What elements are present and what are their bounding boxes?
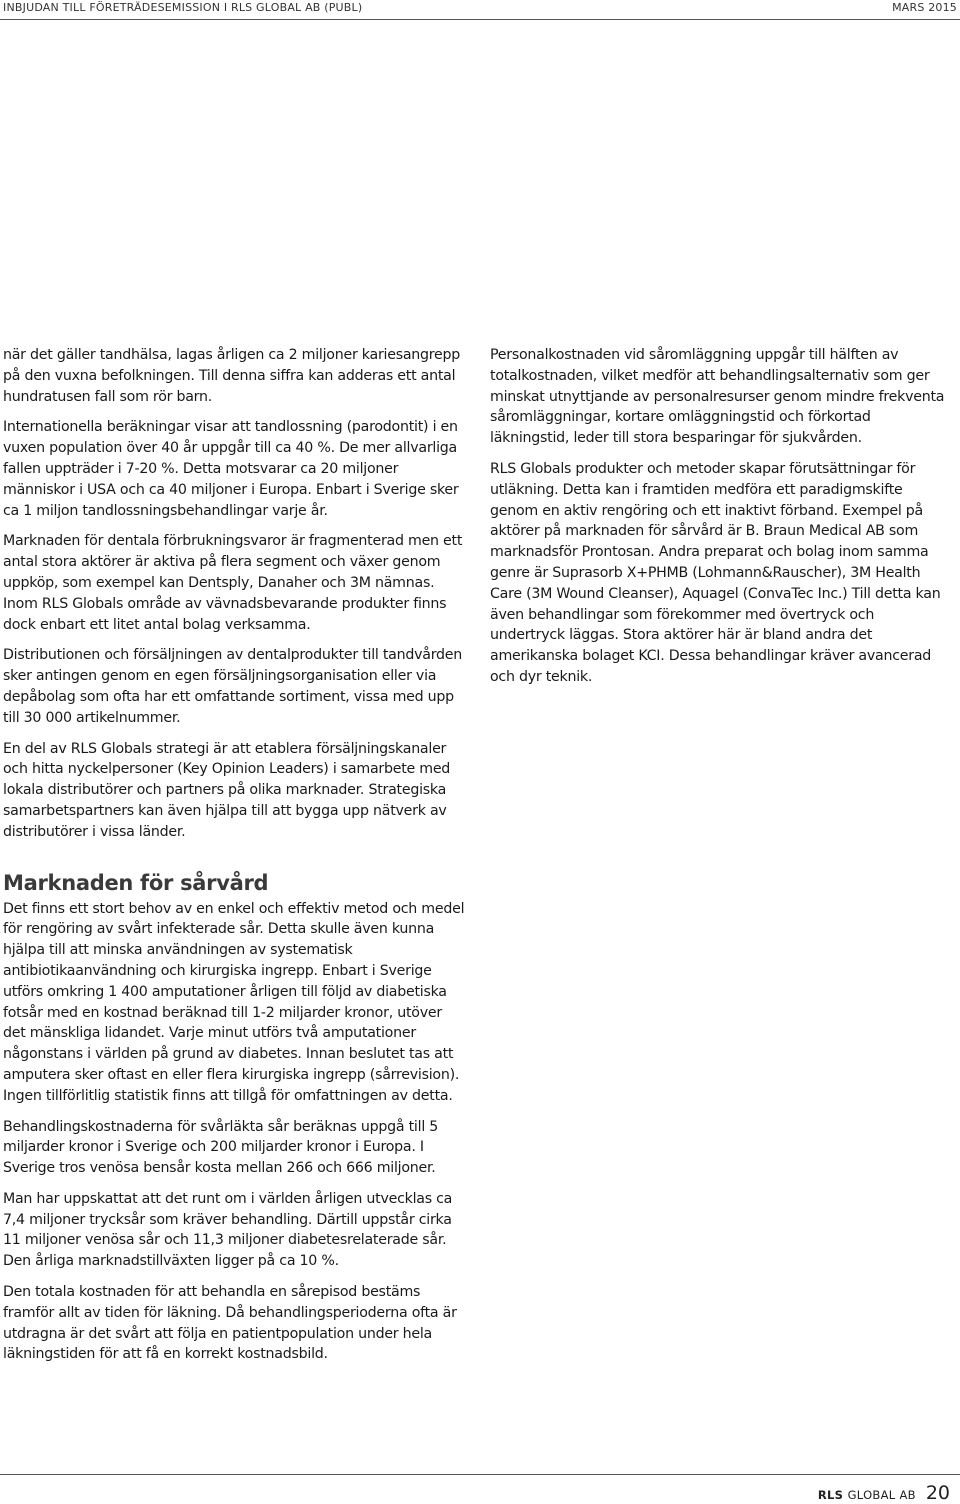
body-paragraph: Distributionen och försäljningen av dentalprodukter till tandvården sker antingen genom en egen försäljningsorganisation eller via depåbolag som ofta har ett omfattande sortiment, vissa med upp till 30 000 artikelnummer. <box>3 647 463 726</box>
footer-brand <box>818 1488 916 1502</box>
body-paragraph: Behandlingskostnaderna för svårläkta sår beräknas uppgå till 5 miljarder kronor i Sverige och 200 miljarder kronor i Europa. I Sverige tros venösa bensår kosta mellan 266 och 666 miljoner. <box>3 1118 439 1177</box>
footer-brand-light: GLOBAL AB <box>847 1488 916 1502</box>
page-number: 20 <box>925 1482 950 1504</box>
header-date: MARS 2015 <box>892 1 957 14</box>
body-paragraph: Man har uppskattat att det runt om i världen årligen utvecklas ca 7,4 miljoner trycksår som kräver behandling. Därtill uppstår cirka 11 miljoner venösa sår och 11,3 miljoner diabetesrelaterade sår. Den årliga marknadstillväxten ligger på ca 10 %. <box>3 1190 453 1270</box>
body-paragraph: Den totala kostnaden för att behandla en sårepisod bestäms framför allt av tiden för läkning. Då behandlingsperioderna ofta är utdragna är det svårt att följa en patientpopulation under hela läkningstiden för att få en korrekt kostnadsbild. <box>3 1284 457 1363</box>
body-paragraph: Internationella beräkningar visar att tandlossning (parodontit) i en vuxen population över 40 år uppgår till ca 40 %. De mer allvarliga fallen uppträder i 7-20 %. Detta motsvarar ca 20 miljoner människor i USA och ca 40 miljoner i Europa. Enbart i Sverige sker ca 1 miljon tandlossningsbehandlingar varje år. <box>3 419 459 519</box>
body-paragraph: En del av RLS Globals strategi är att etablera försäljningskanaler och hitta nyckelpersoner (Key Opinion Leaders) i samarbete med lokala distributörer och partners på olika marknader. Strategiska samarbetspartners kan även hjälpa till att bygga upp nätverk av distributörer i vissa länder. <box>3 740 451 840</box>
footer-divider <box>0 1474 960 1475</box>
header-divider <box>0 19 960 20</box>
header-document-title: INBJUDAN TILL FÖRETRÄDESEMISSION I RLS GLOBAL AB (PUBL) <box>3 1 363 14</box>
footer-brand-bold: RLS <box>817 1488 844 1502</box>
body-paragraph: Det finns ett stort behov av en enkel och effektiv metod och medel för rengöring av svårt infekterade sår. Detta skulle även kunna hjälpa till att minska användningen av systematisk antibiotikaanvändning och kirurgiska ingrepp. Enbart i Sverige utförs omkring 1 400 amputationer årligen till följd av diabetiska fotsår med en kostnad beräknad till 1-2 miljarder kronor, utöver det mänskliga lidandet. Varje minut utförs två amputationer någonstans i världen på grund av diabetes. Innan beslutet tas att amputera sker oftast en eller flera kirurgiska ingrepp (sårrevision). Ingen tillförlitlig statistik finns att tillgå för omfattningen av detta. <box>3 900 465 1104</box>
body-paragraph: RLS Globals produkter och metoder skapar förutsättningar för utläkning. Detta kan i framtiden medföra ett paradigmskifte genom en aktiv rengöring och ett inaktivt förband. Exempel på aktörer på marknaden för sårvård är B. Braun Medical AB som marknadsför Prontosan. Andra preparat och bolag inom samma genre är Suprasorb X+PHMB (Lohmann&Rauscher), 3M Health Care (3M Wound Cleanser), Aquagel (ConvaTec Inc.) Till detta kan även behandlingar som förekommer med övertryck och undertryck läggas. Stora aktörer här är bland andra det amerikanska bolaget KCI. Dessa behandlingar kräver avancerad och dyr teknik. <box>490 460 941 685</box>
running-header <box>0 0 960 16</box>
body-paragraph: när det gäller tandhälsa, lagas årligen ca 2 miljoner kariesangrepp på den vuxna befolkningen. Till denna siffra kan adderas ett antal hundratusen fall som rör barn. <box>3 347 461 405</box>
body-paragraph: Personalkostnaden vid såromläggning uppgår till hälften av totalkostnaden, vilket medför att behandlingsalternativ som ger minskat utnyttjande av personalresurser genom mindre frekventa såromläggningar, kortare omläggningstid och förkortad läkningstid, leder till stora besparingar för sjukvården. <box>490 347 945 447</box>
section-heading: Marknaden för sårvård <box>3 870 269 895</box>
page-footer <box>818 1482 950 1502</box>
left-column <box>3 345 465 1375</box>
right-column <box>490 345 946 698</box>
body-paragraph: Marknaden för dentala förbrukningsvaror är fragmenterad men ett antal stora aktörer är aktiva på flera segment och växer genom uppköp, som exempel kan Dentsply, Danaher och 3M nämnas. Inom RLS Globals område av vävnadsbevarande produkter finns dock enbart ett litet antal bolag verksamma. <box>3 533 463 633</box>
